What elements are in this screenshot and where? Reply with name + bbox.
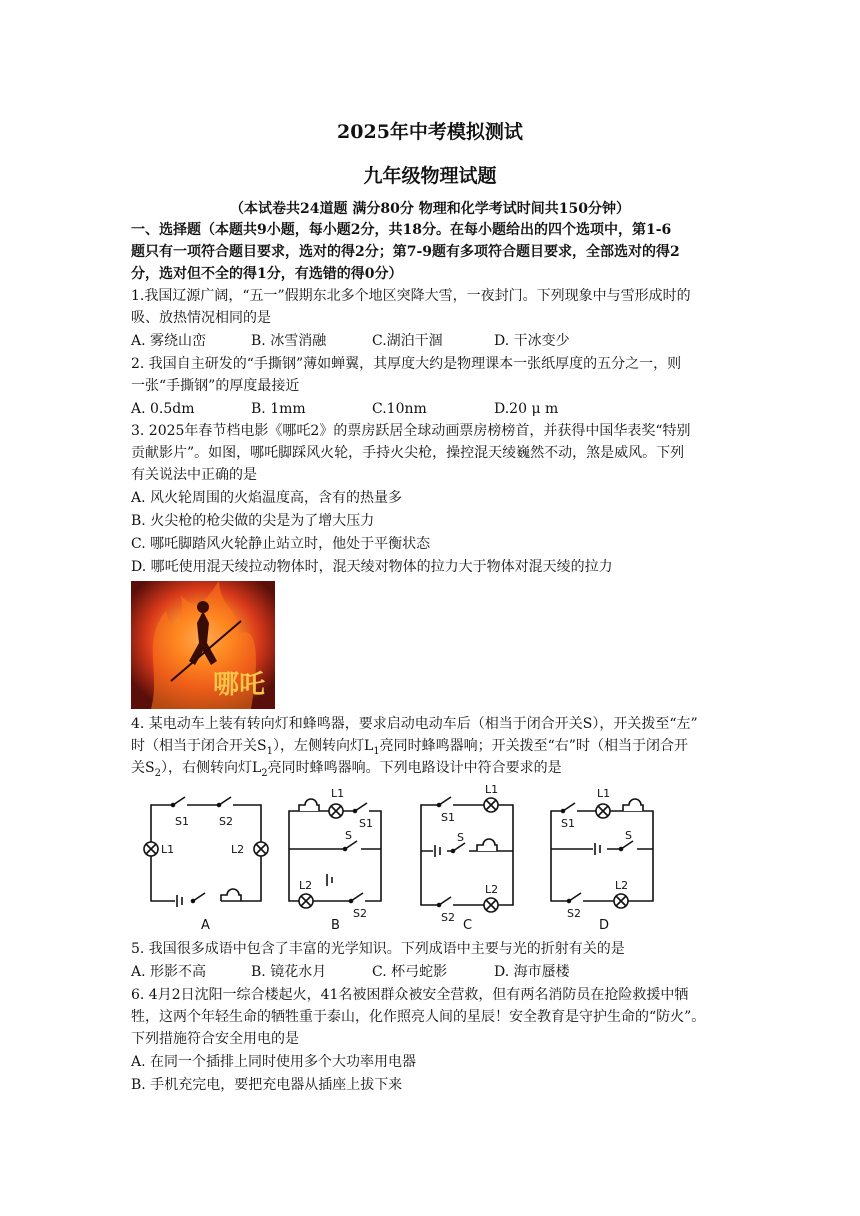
circuit-c-label: C <box>463 918 473 933</box>
question-4-text: 时（相当于闭合开关$S_1$），左侧转向灯$L_1$亮同时蜂鸣器响；开关拨至“右”时（相当于闭合开 <box>131 738 688 757</box>
exam-title: 2025年中考模拟测试 <box>337 121 523 143</box>
circuit-options-diagram <box>131 783 661 933</box>
section-instructions-line: 一、选择题（本题共9小题，每小题2分，共18分。在每小题给出的四个选项中，第1-6 <box>131 222 672 238</box>
svg-text:S2: S2 <box>567 907 581 920</box>
svg-text:S1: S1 <box>561 817 575 830</box>
svg-text:S2: S2 <box>353 907 367 920</box>
question-4-text: 4. 某电动车上装有转向灯和蜂鸣器，要求启动电动车后（相当于闭合开关S），开关拨至“左” <box>131 716 698 732</box>
circuit-a-label: A <box>201 918 210 933</box>
svg-text:S: S <box>625 829 632 842</box>
q3-option-a: A. 风火轮周围的火焰温度高，含有的热量多 <box>131 490 403 506</box>
svg-text:S1: S1 <box>175 815 189 828</box>
svg-text:S: S <box>457 831 464 844</box>
q6-option-a: A. 在同一个插排上同时使用多个大功率用电器 <box>131 1054 417 1070</box>
q2-option-b: B. 1mm <box>251 401 306 417</box>
circuit-d-label: D <box>599 918 610 933</box>
circuit-b <box>289 787 381 933</box>
svg-text:S2: S2 <box>219 815 233 828</box>
exam-info: （本试卷共24道题 满分80分 物理和化学考试时间共150分钟） <box>230 201 630 217</box>
nezha-movie-poster-image <box>131 581 275 709</box>
question-3-text: 贡献影片”。如图，哪吒脚踩风火轮，手持火尖枪，操控混天绫巍然不动，煞是威风。下列 <box>131 445 685 461</box>
svg-text:L2: L2 <box>299 879 313 892</box>
question-2-text: 一张“手撕钢”的厚度最接近 <box>131 378 300 394</box>
q5-option-c: C. 杯弓蛇影 <box>372 964 448 980</box>
q2-option-d: D.20 μ m <box>494 401 559 417</box>
circuit-d <box>551 787 653 933</box>
section-instructions-line: 分，选对但不全的得1分，有选错的得0分） <box>131 266 403 282</box>
q5-option-a: A. 形影不高 <box>131 964 207 980</box>
svg-text:S1: S1 <box>359 817 373 830</box>
svg-text:L1: L1 <box>485 783 499 796</box>
question-1-text: 1.我国辽源广阔，“五一”假期东北多个地区突降大雪，一夜封门。下列现象中与雪形成时的 <box>131 288 691 304</box>
svg-text:S2: S2 <box>441 911 455 924</box>
q5-option-b: B. 镜花水月 <box>251 964 327 980</box>
poster-title: 哪吒 <box>213 670 266 700</box>
q6-option-b: B. 手机充完电，要把充电器从插座上拔下来 <box>131 1077 403 1093</box>
svg-text:L1: L1 <box>161 843 175 856</box>
q1-option-d: D. 干冰变少 <box>494 333 570 349</box>
svg-text:S: S <box>345 829 352 842</box>
question-2-text: 2. 我国自主研发的“手撕钢”薄如蝉翼，其厚度大约是物理课本一张纸厚度的五分之一，则 <box>131 356 682 372</box>
svg-text:L2: L2 <box>615 879 629 892</box>
circuit-a <box>144 797 268 933</box>
circuit-b-label: B <box>331 918 340 933</box>
svg-text:S1: S1 <box>441 811 455 824</box>
svg-text:L1: L1 <box>597 787 611 800</box>
svg-text:L1: L1 <box>331 787 345 800</box>
question-6-text: 下列措施符合安全用电的是 <box>131 1031 299 1047</box>
svg-text:L2: L2 <box>231 843 245 856</box>
q3-option-d: D. 哪吒使用混天绫拉动物体时，混天绫对物体的拉力大于物体对混天绫的拉力 <box>131 559 613 575</box>
q1-option-a: A. 雾绕山峦 <box>131 333 207 349</box>
question-4-text: 关$S_2$），右侧转向灯$L_2$亮同时蜂鸣器响。下列电路设计中符合要求的是 <box>131 760 562 779</box>
section-instructions-line: 题只有一项符合题目要求，选对的得2分；第7-9题有多项符合题目要求，全部选对的得2 <box>131 244 680 260</box>
question-6-text: 6. 4月2日沈阳一综合楼起火，41名被困群众被安全营救，但有两名消防员在抢险救援中牺 <box>131 987 689 1003</box>
question-3-text: 有关说法中正确的是 <box>131 467 257 483</box>
svg-text:L2: L2 <box>485 883 499 896</box>
q1-option-c: C.湖泊干涸 <box>372 333 443 349</box>
question-5-text: 5. 我国很多成语中包含了丰富的光学知识。下列成语中主要与光的折射有关的是 <box>131 941 625 957</box>
question-1-text: 吸、放热情况相同的是 <box>131 310 271 326</box>
q3-option-b: B. 火尖枪的枪尖做的尖是为了增大压力 <box>131 513 375 529</box>
question-3-text: 3. 2025年春节档电影《哪吒2》的票房跃居全球动画票房榜榜首，并获得中国华表奖“特别 <box>131 423 691 439</box>
q3-option-c: C. 哪吒脚踏风火轮静止站立时，他处于平衡状态 <box>131 536 431 552</box>
q2-option-c: C.10nm <box>372 401 427 417</box>
circuit-c <box>421 783 513 933</box>
q1-option-b: B. 冰雪消融 <box>251 333 327 349</box>
q5-option-d: D. 海市蜃楼 <box>494 964 570 980</box>
question-6-text: 牲，这两个年轻生命的牺牲重于泰山，化作照亮人间的星辰！安全教育是守护生命的“防火”。 <box>131 1009 706 1025</box>
q2-option-a: A. 0.5dm <box>131 401 195 417</box>
exam-subtitle: 九年级物理试题 <box>363 165 497 187</box>
